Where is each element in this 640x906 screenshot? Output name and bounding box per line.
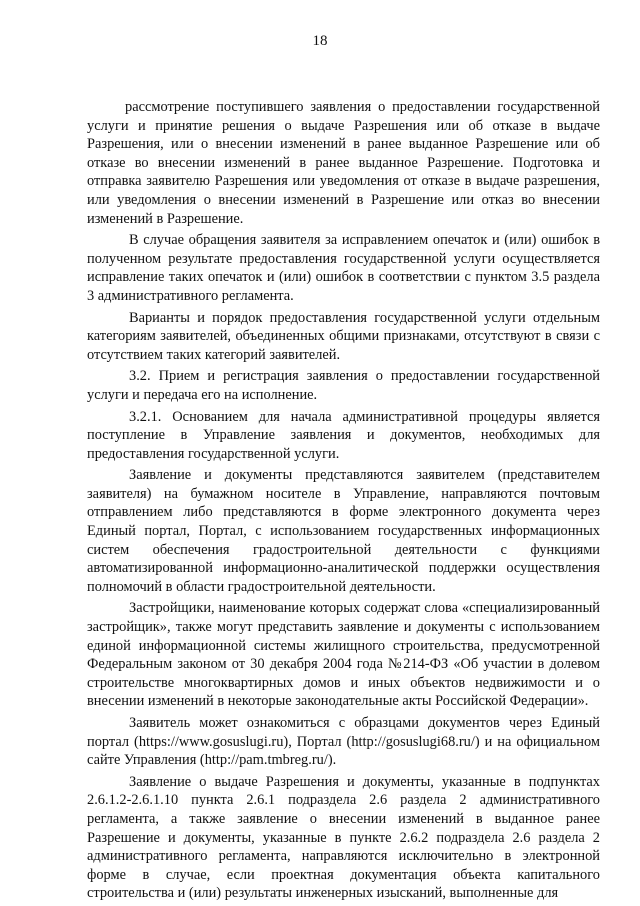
paragraph-6: Заявление и документы представляются заявителем (представителем заявителя) на бумажном носителе в Управление, направляются почтовым отправлением либо представляются в форме электронного документа через Единый портал, Портал, с использованием государственных информационных систем обеспечения градостроительной деятельности с функциями автоматизированной информационно-аналитической поддержки осуществления полномочий в области градостроительной деятельности. — [87, 467, 600, 595]
paragraph-1: рассмотрение поступившего заявления о предоставлении государственной услуги и принятие решения о выдаче Разрешения или об отказе в выдаче Разрешения, или о внесении изменений в ранее выданное Разрешение или об отказе во внесении изменений в ранее выданное Разрешение. Подготовка и отправка заявителю Разрешения или уведомления от отказе в выдаче разрешения, или уведомления о внесении изменений в Разрешение или отказ во внесении изменений в Разрешение. — [87, 99, 600, 227]
page-number: 18 — [312, 33, 328, 49]
paragraph-7: Застройщики, наименование которых содержат слова «специализированный застройщик», также могут представить заявление и документы с использованием единой информационной системы жилищного строительства, предусмотренной Федеральным законом от 30 декабря 2004 года №214-ФЗ «Об участии в долевом строительстве многоквартирных домов и иных объектов недвижимости и о внесении изменений в некоторые законодательные акты Российской Федерации». — [87, 600, 600, 710]
paragraph-3: Варианты и порядок предоставления государственной услуги отдельным категориям заявителей, объединенных общими признаками, отсутствуют в связи с отсутствием таких категорий заявителей. — [87, 309, 600, 363]
paragraph-5: 3.2.1. Основанием для начала административной процедуры является поступление в Управление заявления и документов, необходимых для предоставления государственной услуги. — [87, 408, 600, 462]
paragraph-2: В случае обращения заявителя за исправлением опечаток и (или) ошибок в полученном результате предоставления государственной услуги осуществляется исправление таких опечаток и (или) ошибок в соответствии с пунктом 3.5 раздела 3 административного регламента. — [87, 232, 600, 304]
paragraph-8: Заявитель может ознакомиться с образцами документов через Единый портал (https://www.gosuslugi.ru), Портал (http://gosuslugi68.ru/) и на официальном сайте Управления (http://pam.tmbreg.ru/). — [87, 715, 600, 769]
paragraph-4: 3.2. Прием и регистрация заявления о предоставлении государственной услуги и передача его на исполнение. — [87, 368, 600, 403]
paragraph-9: Заявление о выдаче Разрешения и документы, указанные в подпунктах 2.6.1.2-2.6.1.10 пункта 2.6.1 подраздела 2.6 раздела 2 административного регламента, а также заявление о внесении изменений в выданное ранее Разрешение и документы, указанные в пункте 2.6.2 подраздела 2.6 раздела 2 административного регламента, направляются исключительно в электронной форме в случае, если проектная документация объекта капитального строительства и (или) результаты инженерных изысканий, выполненные для — [87, 773, 600, 902]
page-body — [87, 98, 600, 906]
